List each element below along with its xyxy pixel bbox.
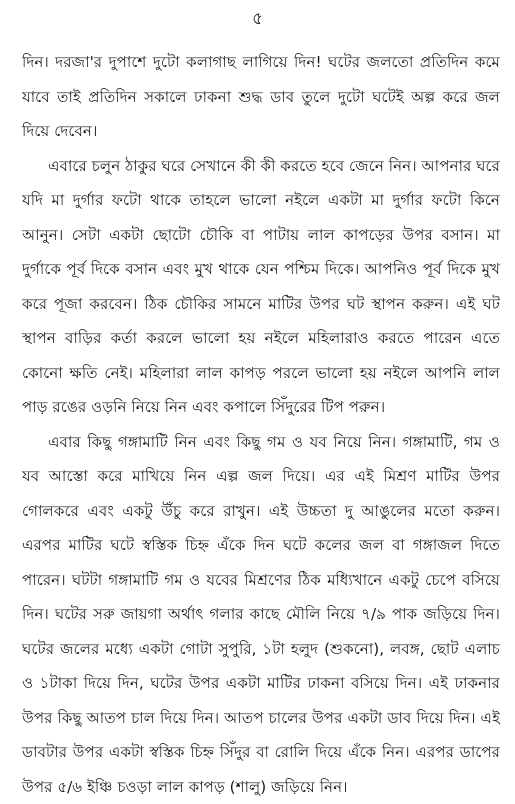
body-text [22, 45, 500, 804]
page-number: ৫ [0, 8, 515, 30]
paragraph-2: এবারে চলুন ঠাকুর ঘরে সেখানে কী কী করতে হবে জেনে নিন। আপনার ঘরে যদি মা দুর্গার ফটো থাকে তাহলে ভালো নইলে একটা মা দুর্গার ফটো কিনে আনুন। সেটা একটা ছোটো চৌকি বা পাটায় লাল কাপড়ের উপর বসান। মা দুর্গাকে পূর্ব দিকে বসান এবং মুখ থাকে যেন পশ্চিম দিকে। আপনিও পূর্ব দিকে মুখ করে পূজা করবেন। ঠিক চৌকির সামনে মাটির উপর ঘট স্থাপন করুন। এই ঘট স্থাপন বাড়ির কর্তা করলে ভালো হয় নইলে মহিলারাও করতে পারেন এতে কোনো ক্ষতি নেই। মহিলারা লাল কাপড় পরলে ভালো হয় নইলে আপনি লাল পাড় রঙের ওড়নি নিয়ে নিন এবং কপালে সিঁদুরের টিপ পরুন। [22, 149, 500, 425]
paragraph-1: দিন। দরজা'র দুপাশে দুটো কলাগাছ লাগিয়ে দিন! ঘটের জলতো প্রতিদিন কমে যাবে তাই প্রতিদিন সকালে ঢাকনা শুদ্ধ ডাব তুলে দুটো ঘটেই অল্প করে জল দিয়ে দেবেন। [22, 45, 500, 149]
paragraph-3: এবার কিছু গঙ্গামাটি নিন এবং কিছু গম ও যব নিয়ে নিন। গঙ্গামাটি, গম ও যব আস্তো করে মাখিয়ে নিন এল্প জল দিয়ে। এর এই মিশ্রণ মাটির উপর গোলকরে এবং একটু উঁচু করে রাখুন। এই উচ্চতা দু আঙুলের মতো করুন। এরপর মাটির ঘটে স্বস্তিক চিহ্ন এঁকে দিন ঘটে কলের জল বা গঙ্গাজল দিতে পারেন। ঘটটা গঙ্গামাটি গম ও যবের মিশ্রণের ঠিক মধ্যিখানে একটু চেপে বসিয়ে দিন। ঘটের সরু জায়গা অর্থাৎ গলার কাছে মৌলি নিয়ে ৭/৯ পাক জড়িয়ে দিন। ঘটের জলের মধ্যে একটা গোটা সুপুরি, ১টা হলুদ (শুকনো), লবঙ্গ, ছোট এলাচ ও ১টাকা দিয়ে দিন, ঘটের উপর একটা মাটির ঢাকনা বসিয়ে দিন। এই ঢাকনার উপর কিছু আতপ চাল দিয়ে দিন। আতপ চালের উপর একটা ডাব দিয়ে দিন। এই ডাবটার উপর একটা স্বস্তিক চিহ্ন সিঁদুর বা রোলি দিয়ে এঁকে নিন। এরপর ডাপের উপর ৫/৬ ইঞ্চি চওড়া লাল কাপড় (শালু) জড়িয়ে নিন। [22, 425, 500, 804]
